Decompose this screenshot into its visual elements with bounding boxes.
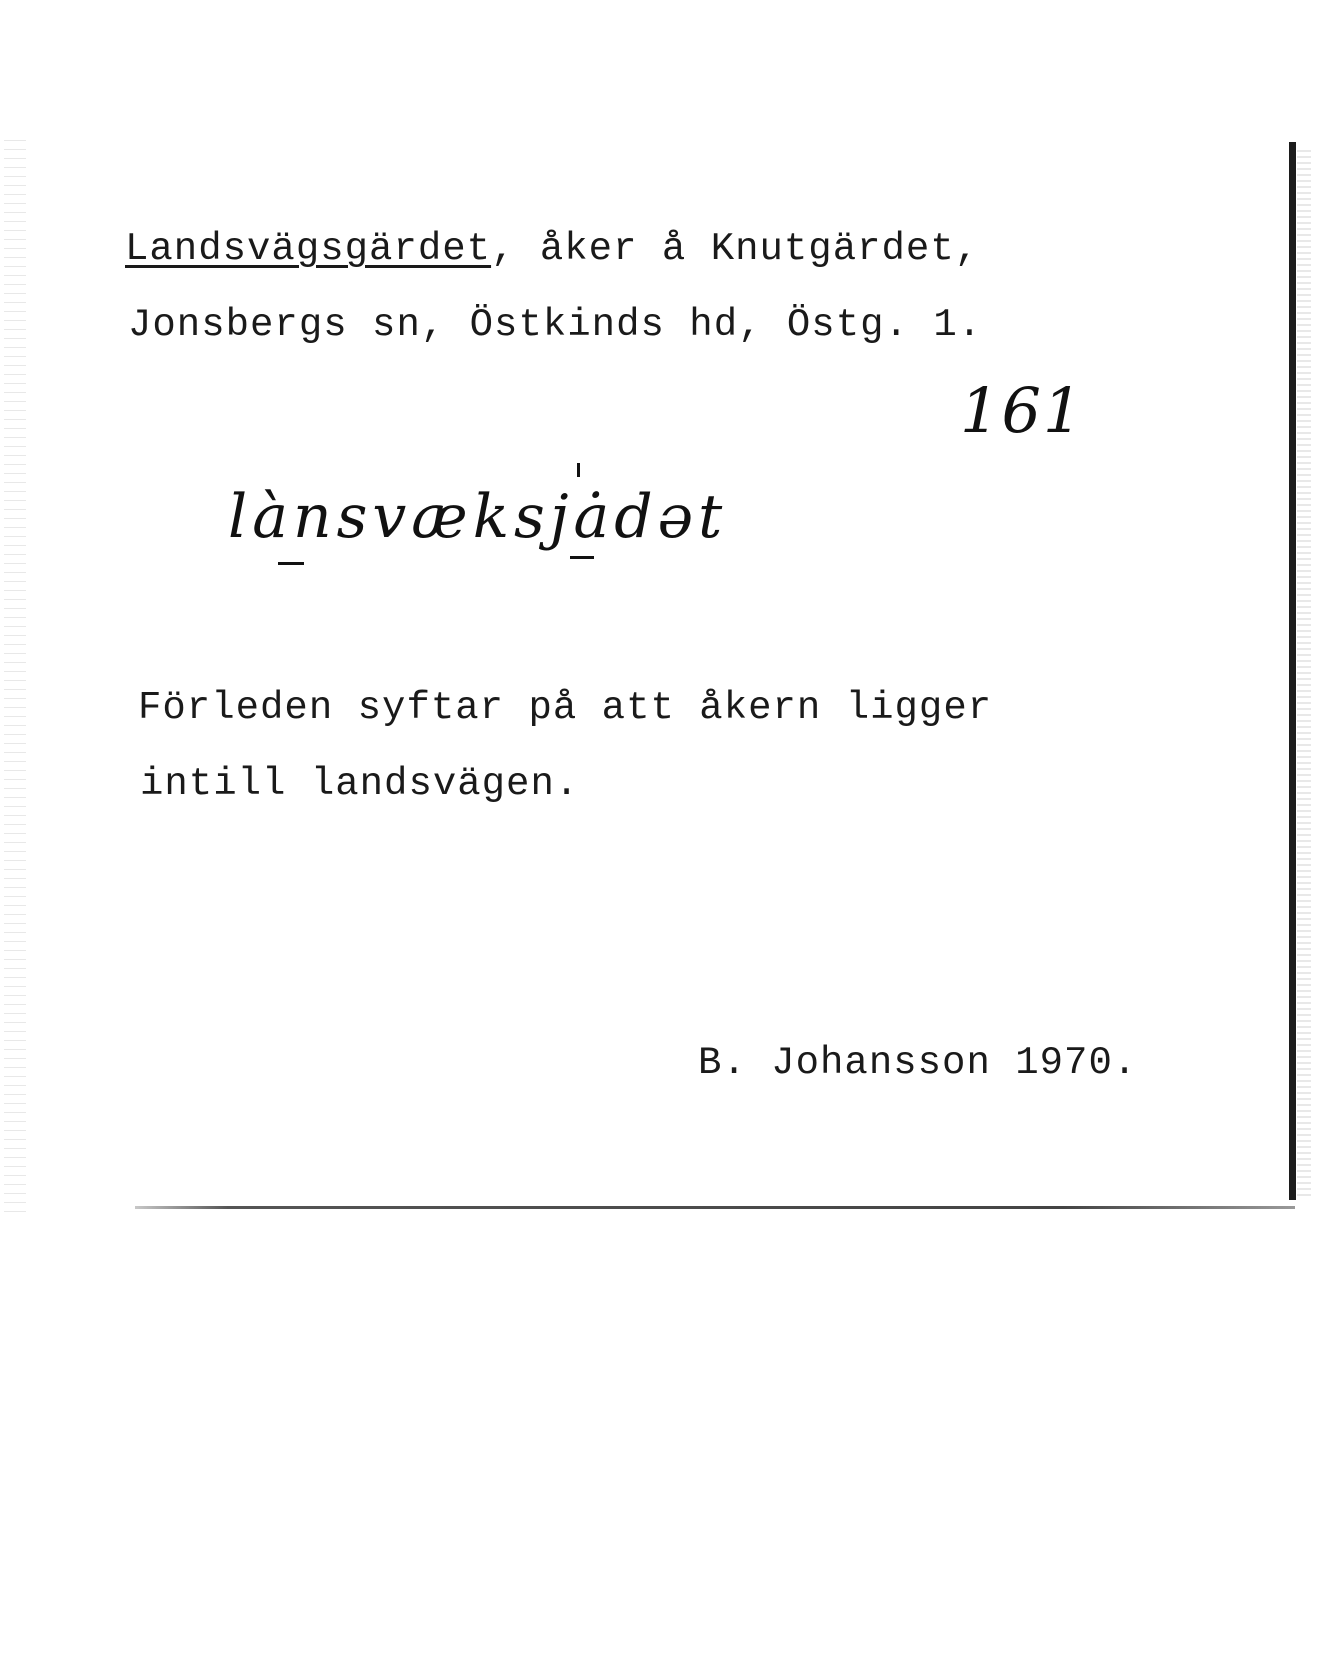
left-scan-specks bbox=[4, 140, 26, 1220]
card-right-shadow bbox=[1297, 150, 1311, 1200]
heading-line bbox=[125, 227, 980, 271]
phonetic-underline-mark bbox=[278, 562, 304, 565]
explanation-line-2: intill landsvägen. bbox=[140, 762, 580, 806]
signature: B. Johansson 1970. bbox=[698, 1041, 1138, 1085]
card-right-edge bbox=[1289, 142, 1296, 1200]
card-bottom-edge bbox=[135, 1206, 1295, 1209]
parish-line: Jonsbergs sn, Östkinds hd, Östg. 1. bbox=[128, 303, 983, 347]
heading-location: , åker å Knutgärdet, bbox=[491, 227, 980, 271]
card-number: 161 bbox=[960, 374, 1085, 447]
headword: Landsvägsgärdet bbox=[125, 227, 492, 271]
phonetic-accent-mark bbox=[577, 463, 580, 477]
phonetic-underline-mark bbox=[570, 556, 594, 559]
phonetic-transcription: lànsvæksjȧdət bbox=[228, 482, 728, 552]
explanation-line-1: Förleden syftar på att åkern ligger bbox=[138, 686, 993, 730]
